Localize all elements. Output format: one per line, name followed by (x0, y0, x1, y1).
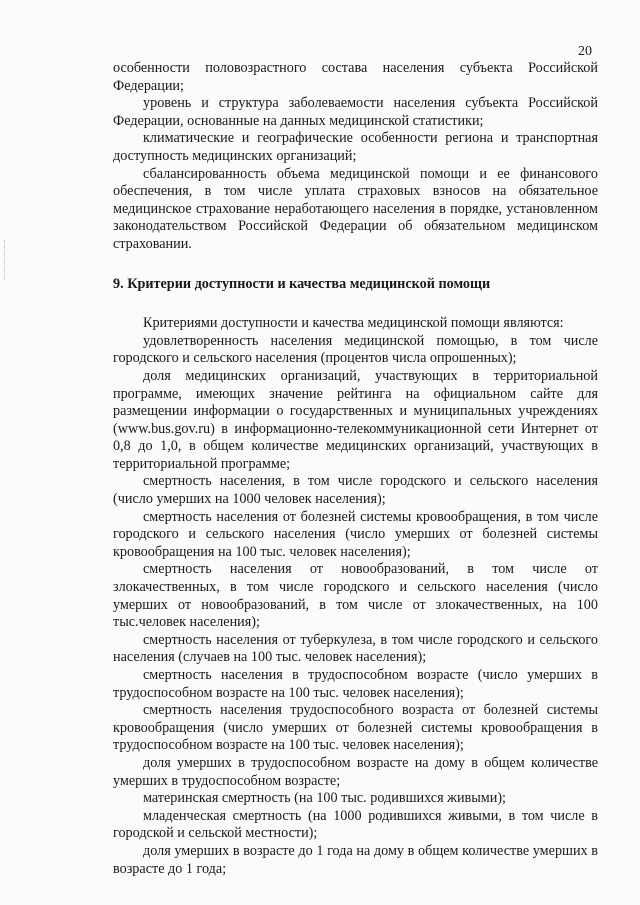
paragraph: смертность населения от туберкулеза, в том числе городского и сельского населения (случаев на 100 тыс. человек населения); (113, 631, 598, 666)
paragraph: Критериями доступности и качества медицинской помощи являются: (143, 315, 564, 332)
paragraph: материнская смертность (на 100 тыс. родившихся живыми); (143, 790, 506, 807)
paragraph: особенности половозрастного состава населения субъекта Российской Федерации; (113, 60, 598, 94)
margin-marks (4, 240, 11, 280)
paragraph: смертность населения от болезней системы кровообращения, в том числе городского и сельского населения (число умерших от болезней системы кровообращения на 100 тыс. человек населения); (113, 508, 598, 560)
paragraph: смертность населения от новообразований, в том числе от злокачественных, в том числе городского и сельского населения (число умерших от новообразований, в том числе от злокачественных, на 100 тыс.человек населения); (113, 561, 598, 631)
document-body (113, 60, 598, 878)
paragraph: удовлетворенность населения медицинской помощью, в том числе городского и сельского населения (процентов числа опрошенных); (113, 332, 598, 367)
paragraph: младенческая смертность (на 1000 родившихся живыми, в том числе в городской и сельской местности); (113, 807, 598, 842)
paragraph: смертность населения, в том числе городского и сельского населения (число умерших на 1000 человек населения); (113, 473, 598, 508)
paragraph: доля умерших в трудоспособном возрасте на дому в общем количестве умерших в трудоспособном возрасте; (113, 754, 598, 789)
paragraph: смертность населения в трудоспособном возрасте (число умерших в трудоспособном возрасте на 100 тыс. человек населения); (113, 667, 598, 701)
paragraph: смертность населения трудоспособного возраста от болезней системы кровообращения (число умерших от болезней системы кровообращения в трудоспособном возрасте на 100 тыс. человек населения); (113, 702, 598, 754)
paragraph: сбалансированность объема медицинской помощи и ее финансового обеспечения, в том числе уплата страховых взносов на обязательное медицинское страхование неработающего населения в порядке, установленном законодательством Российской Федерации об обязательном медицинском страховании. (113, 165, 598, 252)
paragraph: доля умерших в возрасте до 1 года на дому в общем количестве умерших в возрасте до 1 года; (113, 842, 598, 877)
paragraph: доля медицинских организаций, участвующих в территориальной программе, имеющих значение рейтинга на официальном сайте для размещении информации о государственных и муниципальных учреждениях (www.bus.gov.ru) в информационно-телекоммуникационной сети Интернет от 0,8 до 1,0, в общем количестве медицинских организаций, участвующих в территориальной программе; (113, 367, 598, 472)
paragraph: климатические и географические особенности региона и транспортная доступность медицинских организаций; (113, 130, 598, 164)
section-heading: 9. Критерии доступности и качества медицинской помощи (113, 275, 491, 292)
paragraph: уровень и структура заболеваемости населения субъекта Российской Федерации, основанные на данных медицинской статистики; (113, 95, 598, 129)
page-number: 20 (578, 44, 592, 59)
